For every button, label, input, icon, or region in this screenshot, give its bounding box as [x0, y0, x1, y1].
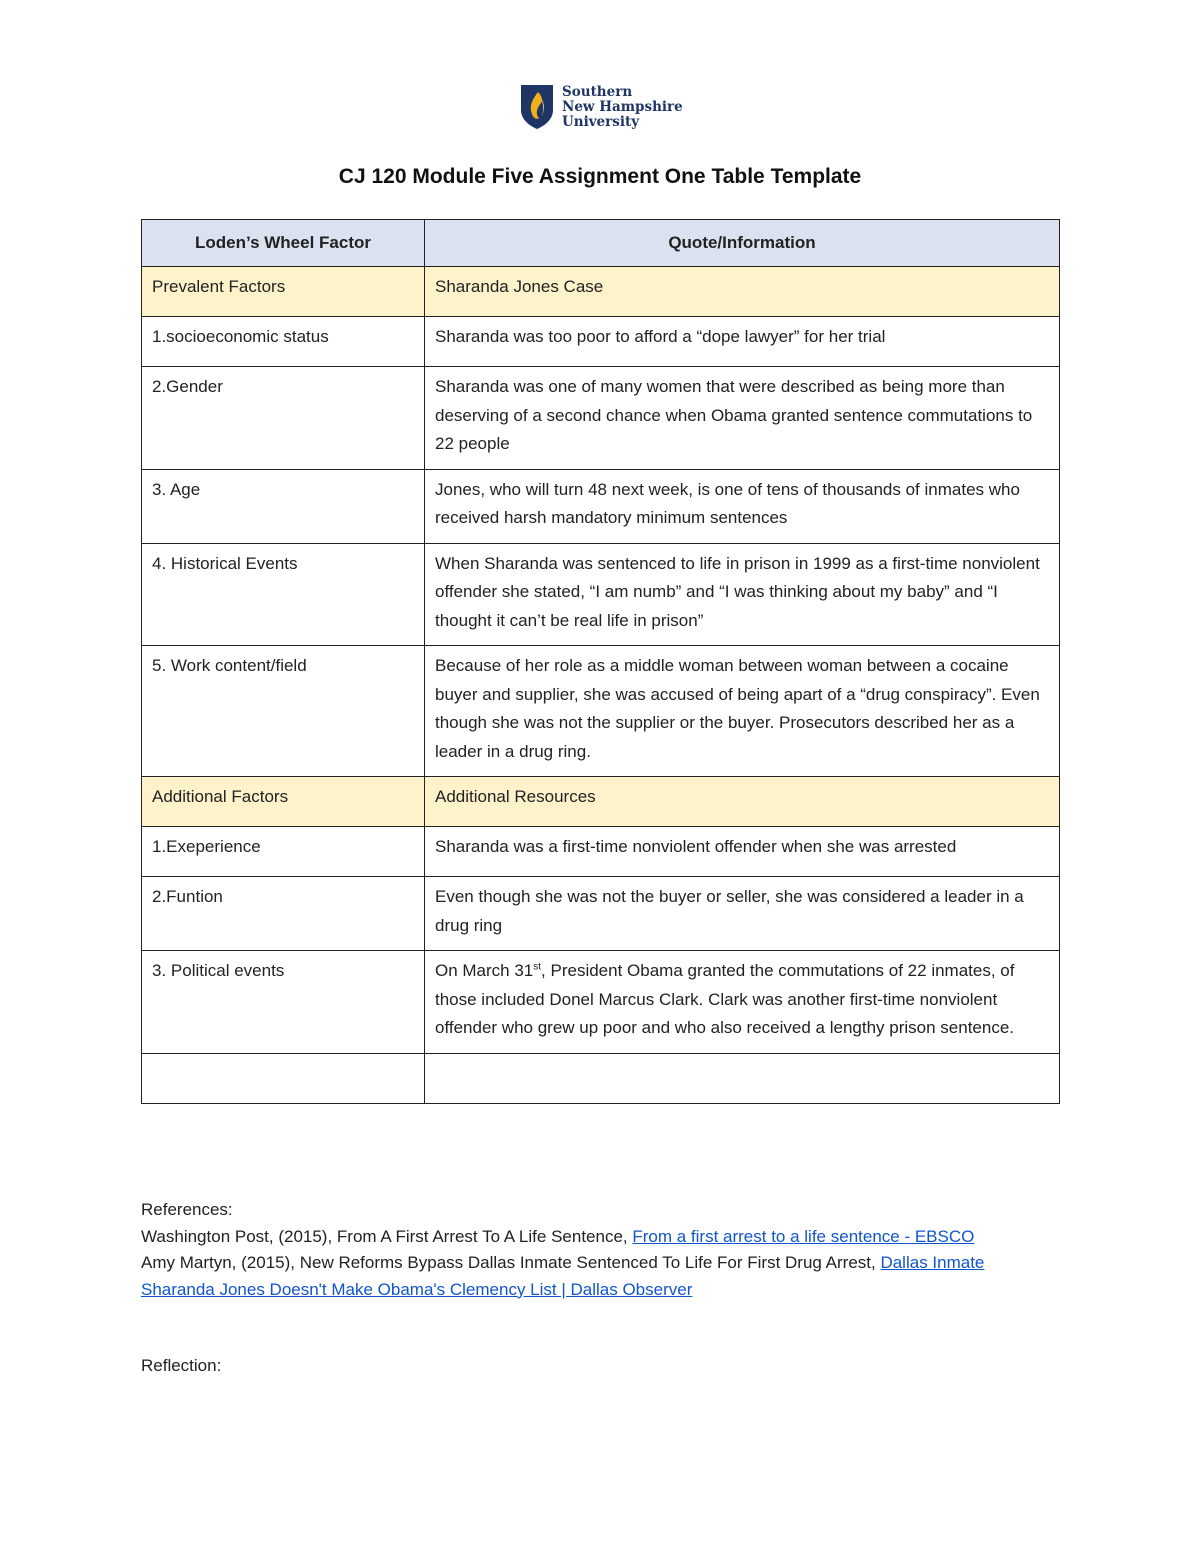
factor-cell: 3. Political events: [142, 951, 425, 1054]
info-cell: Jones, who will turn 48 next week, is one of tens of thousands of inmates who received harsh mandatory minimum sentences: [425, 469, 1060, 543]
info-cell: Sharanda was one of many women that were described as being more than deserving of a second chance when Obama granted sentence commutations to 22 people: [425, 367, 1060, 470]
table-row: [142, 877, 1060, 951]
factor-cell: 1.socioeconomic status: [142, 317, 425, 367]
factor-cell: 5. Work content/field: [142, 646, 425, 777]
logo-wordmark: [562, 85, 683, 130]
factor-cell: 2.Gender: [142, 367, 425, 470]
section-row-additional: [142, 777, 1060, 827]
info-cell: When Sharanda was sentenced to life in prison in 1999 as a first-time nonviolent offender she stated, “I am numb” and “I was thinking about my baby” and “I thought it can’t be real life in prison”: [425, 543, 1060, 646]
logo-line-3: University: [562, 114, 640, 130]
info-cell: Even though she was not the buyer or seller, she was considered a leader in a drug ring: [425, 877, 1060, 951]
factor-cell-empty: [142, 1053, 425, 1103]
info-text-pre: On March 31: [435, 961, 534, 980]
table-row: [142, 367, 1060, 470]
factor-cell: 1.Exeperience: [142, 827, 425, 877]
info-cell: Because of her role as a middle woman between woman between a cocaine buyer and supplier, she was accused of being apart of a “drug conspiracy”. Even though she was not the supplier or the buyer. Prosecutors described her as a leader in a drug ring.: [425, 646, 1060, 777]
logo-line-1: Southern: [562, 84, 633, 100]
lodens-wheel-table: [141, 219, 1060, 1104]
references-section: [141, 1197, 1061, 1303]
header-factor: Loden’s Wheel Factor: [142, 220, 425, 267]
table-row: [142, 543, 1060, 646]
table-row: [142, 951, 1060, 1054]
ordinal-suffix: st: [533, 961, 542, 973]
reference-1-link[interactable]: From a first arrest to a life sentence - EBSCO: [632, 1226, 975, 1246]
reference-2: [141, 1250, 1061, 1303]
section-row-prevalent: [142, 267, 1060, 317]
table-header-row: [142, 220, 1060, 267]
factor-cell: 3. Age: [142, 469, 425, 543]
reference-2-text: Amy Martyn, (2015), New Reforms Bypass Dallas Inmate Sentenced To Life For First Drug Arrest,: [141, 1253, 881, 1272]
header-quote-information: Quote/Information: [425, 220, 1060, 267]
info-cell: Additional Resources: [425, 777, 1060, 827]
factor-cell: 2.Funtion: [142, 877, 425, 951]
logo-line-2: New Hampshire: [562, 99, 683, 115]
shield-flame-icon: [520, 84, 554, 130]
table-row: [142, 317, 1060, 367]
document-title: CJ 120 Module Five Assignment One Table Template: [338, 165, 862, 188]
info-text-post: , President Obama granted the commutations of 22 inmates, of those included Donel Marcus Clark. Clark was another first-time nonviolent offender who grew up poor and who also received a lengthy prison sentence.: [435, 961, 1015, 1037]
reference-2-link[interactable]: Dallas Inmate Sharanda Jones Doesn't Make Obama's Clemency List | Dallas Observer: [141, 1253, 985, 1299]
info-cell-empty: [425, 1053, 1060, 1103]
reflection-label: Reflection:: [141, 1356, 222, 1375]
factor-cell: Prevalent Factors: [142, 267, 425, 317]
info-cell: Sharanda was too poor to afford a “dope lawyer” for her trial: [425, 317, 1060, 367]
university-logo: [520, 84, 700, 134]
factor-cell: 4. Historical Events: [142, 543, 425, 646]
table-row: [142, 469, 1060, 543]
info-cell: Sharanda was a first-time nonviolent offender when she was arrested: [425, 827, 1060, 877]
reference-1: [141, 1224, 1061, 1251]
factor-cell: Additional Factors: [142, 777, 425, 827]
info-cell: [425, 951, 1060, 1054]
reference-1-text: Washington Post, (2015), From A First Arrest To A Life Sentence,: [141, 1226, 633, 1246]
empty-table-row: [142, 1053, 1060, 1103]
references-heading: References:: [141, 1200, 233, 1219]
table-row: [142, 827, 1060, 877]
table-row: [142, 646, 1060, 777]
info-cell: Sharanda Jones Case: [425, 267, 1060, 317]
